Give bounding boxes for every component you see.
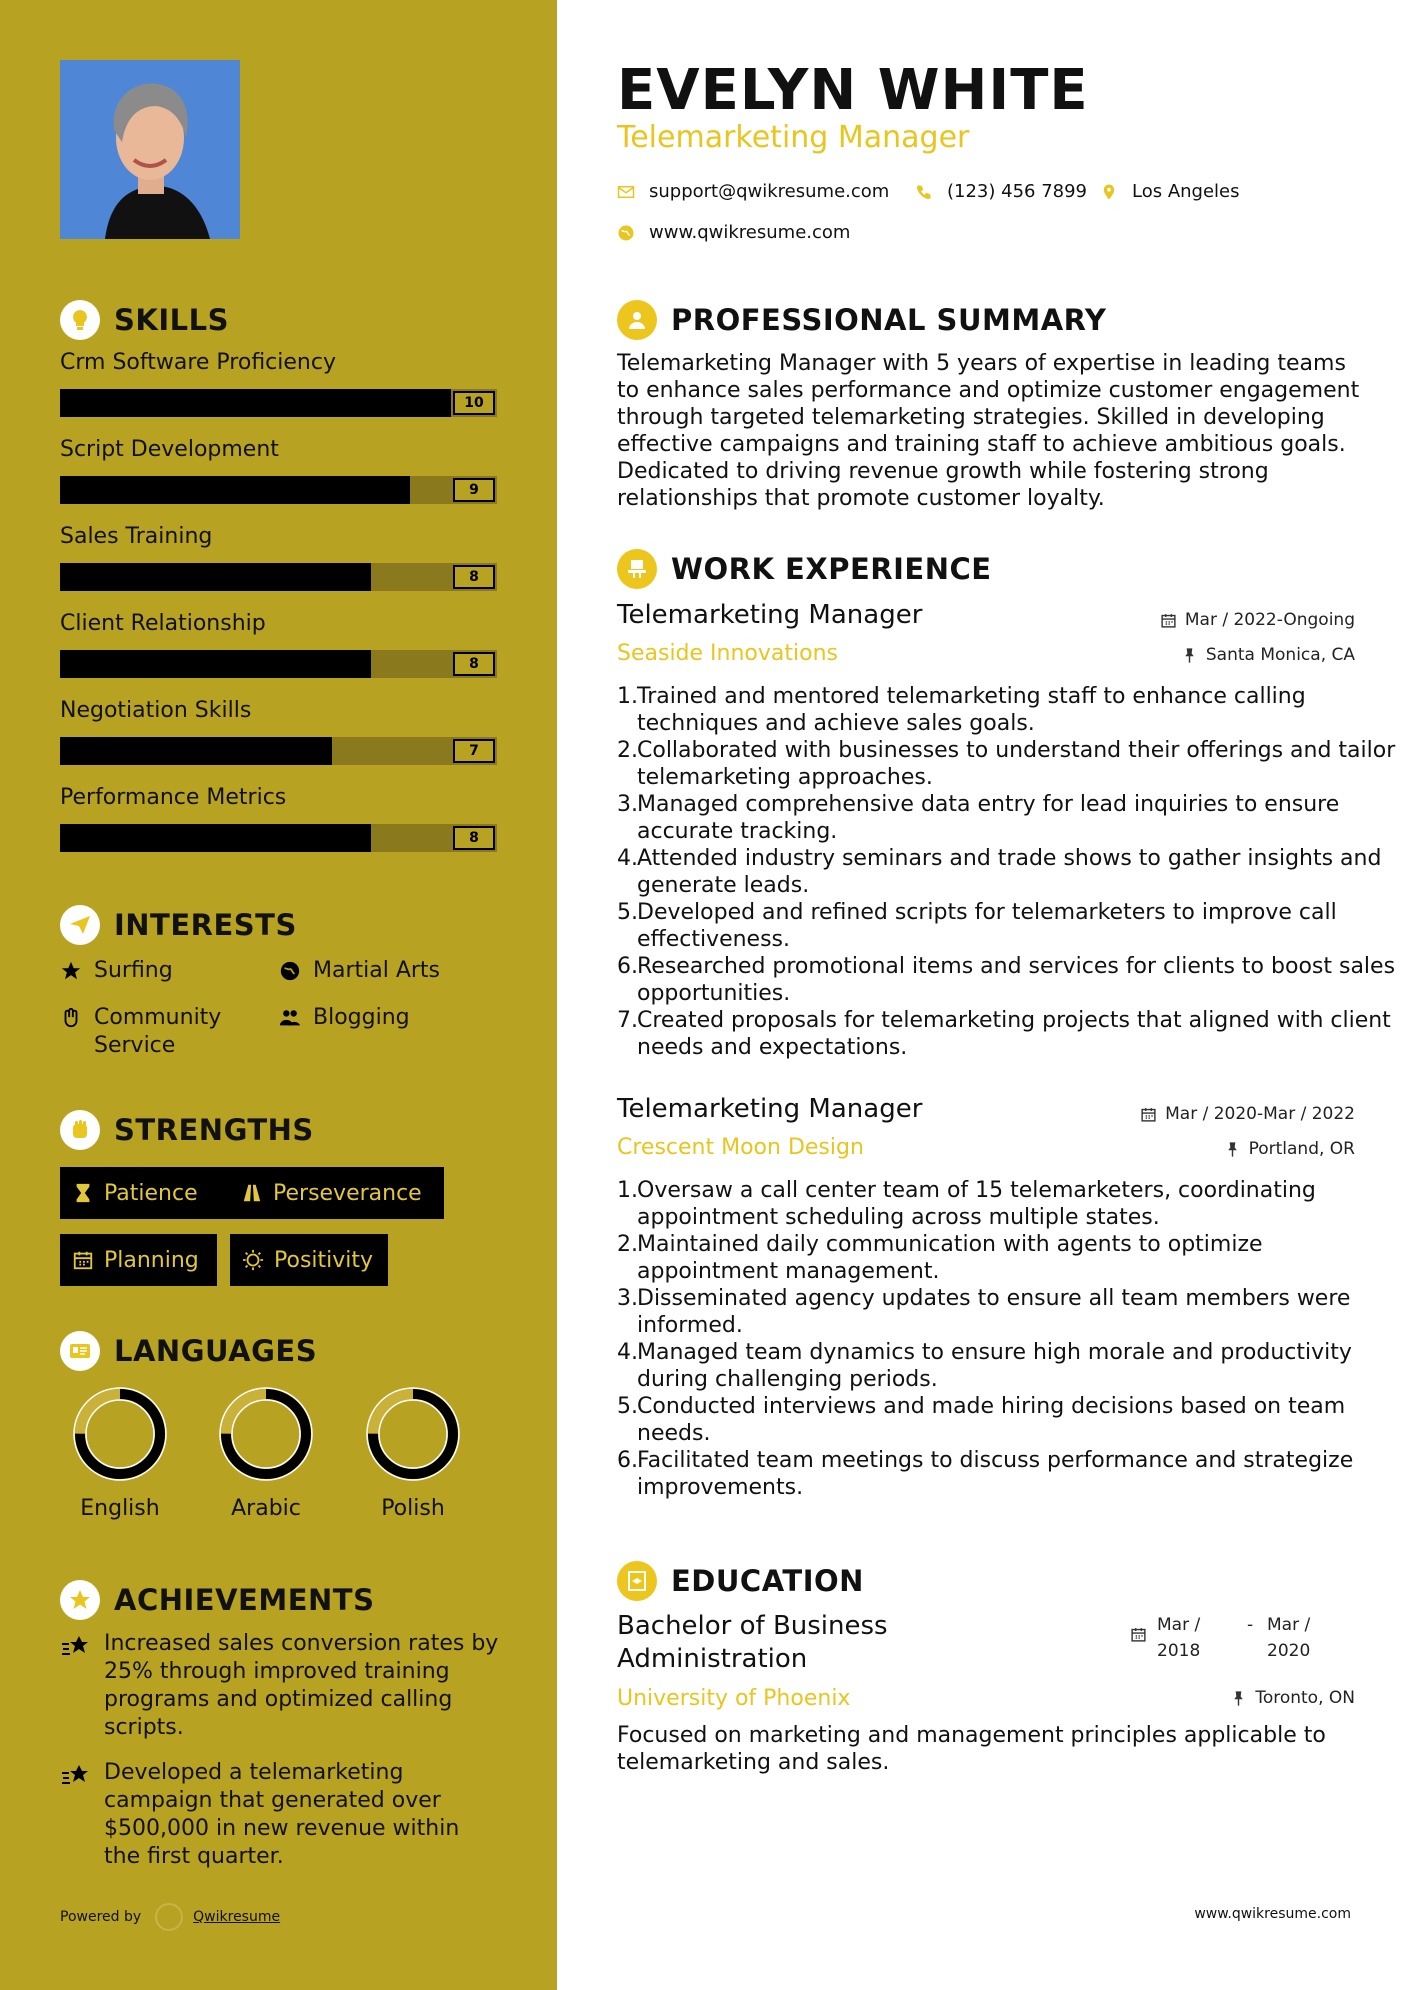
strengths-title: STRENGTHS [114,1113,314,1147]
summary-text: Telemarketing Manager with 5 years of expertise in leading teams to enhance sales performance and optimize customer engagement through targeted telemarketing strategies. Skilled in developing effective campaigns and training staff to achieve ambitious goals. Dedicated to driving revenue growth while fostering strong relationships that promote customer loyalty. [617,351,1360,511]
education-dates [1130,1612,1357,1664]
bullet-number: 4. [617,1340,638,1365]
achievement-item [60,1630,500,1742]
achievements-heading [60,1580,374,1620]
job-company: Seaside Innovations [617,641,838,666]
skill-name: Client Relationship [60,611,266,636]
skills-heading [60,300,229,340]
job-title: Telemarketing Manager [617,600,923,630]
star-icon [60,960,82,982]
strength-badge [229,1167,444,1219]
job-location-text: Santa Monica, CA [1205,645,1355,665]
interest-label: Community Service [94,1005,222,1058]
skill-level-badge: 8 [453,826,495,850]
skill-bar [60,563,497,591]
strength-label: Patience [104,1180,198,1206]
job-dates-text: Mar / 2020-Mar / 2022 [1165,1104,1355,1124]
job-dates-text: Mar / 2022-Ongoing [1184,610,1355,630]
job-bullet [617,845,1397,899]
education-end-month: Mar / [1267,1615,1311,1635]
bullet-text: Oversaw a call center team of 15 telemarketers, coordinating appointment scheduling across multiple states. [637,1178,1316,1230]
main-content [557,0,1407,1990]
experience-heading [617,549,992,589]
skill-bar [60,476,497,504]
paper-plane-icon [60,905,100,945]
job-bullet [617,1231,1397,1285]
job-bullet [617,1447,1397,1501]
sun-icon [242,1249,264,1271]
education-title: EDUCATION [671,1564,864,1598]
job-bullet [617,899,1397,953]
strengths-heading [60,1110,314,1150]
contact-email[interactable] [617,181,889,202]
calendar-icon [1130,1626,1147,1643]
languages-heading [60,1331,317,1371]
language-ring-outline [220,1388,312,1480]
job-bullet [617,737,1397,791]
job-bullets [617,683,1397,1061]
bullet-text: Disseminated agency updates to ensure all team members were informed. [637,1286,1351,1338]
skill-bar [60,737,497,765]
powered-by-label: Powered by [60,1909,142,1925]
bullet-text: Attended industry seminars and trade shows to gather insights and generate leads. [637,846,1382,898]
achievement-text: Developed a telemarketing campaign that generated over $500,000 in new revenue within the first quarter. [104,1760,460,1869]
shooting-star-icon [60,1761,90,1791]
pushpin-icon [1224,1141,1241,1158]
strength-label: Perseverance [273,1180,422,1206]
interest-item [60,957,173,985]
bullet-number: 1. [617,684,638,709]
map-pin-icon [1100,183,1118,201]
bullet-text: Developed and refined scripts for telemarketers to improve call effectiveness. [637,900,1337,952]
language-name: English [80,1496,160,1521]
fist-icon [60,1110,100,1150]
summary-heading [617,300,1106,340]
pushpin-icon [1181,647,1198,664]
skill-bar-fill [60,563,371,591]
contact-location [1100,181,1240,202]
education-degree: Bachelor of Business Administration [617,1611,888,1674]
bullet-number: 6. [617,1448,638,1473]
job-bullet [617,1177,1397,1231]
bullet-text: Created proposals for telemarketing projects that aligned with client needs and expectations. [637,1008,1391,1060]
language-item [55,1386,185,1521]
bullet-number: 1. [617,1178,638,1203]
pushpin-icon [1230,1690,1247,1707]
interest-item [279,957,440,985]
user-icon [617,300,657,340]
bullet-text: Facilitated team meetings to discuss performance and strategize improvements. [637,1448,1354,1500]
bullet-text: Trained and mentored telemarketing staff to enhance calling techniques and achieve sales goals. [637,684,1306,736]
calendar-icon [1160,612,1177,629]
bullet-number: 5. [617,1394,638,1419]
skill-level-badge: 9 [453,478,495,502]
strength-badge [230,1234,388,1286]
language-ring [218,1386,314,1482]
skill-bar-fill [60,737,332,765]
skill-bar [60,650,497,678]
language-ring-inner [232,1400,300,1468]
shooting-star-icon [60,1632,90,1662]
language-ring [365,1386,461,1482]
bullet-text: Maintained daily communication with agents to optimize appointment management. [637,1232,1263,1284]
bullet-number: 7. [617,1008,638,1033]
profile-photo [60,60,240,239]
globe-icon [617,224,635,242]
star-badge-icon [60,1580,100,1620]
skill-name: Performance Metrics [60,785,287,810]
language-name: Arabic [231,1496,301,1521]
job-bullet [617,953,1397,1007]
candidate-role: Telemarketing Manager [617,120,970,155]
interests-heading [60,905,297,945]
job-location [1224,1139,1355,1159]
location-text: Los Angeles [1132,181,1240,202]
education-start-month: Mar / [1157,1615,1201,1635]
bullet-number: 5. [617,900,638,925]
skill-bar [60,824,497,852]
summary-title: PROFESSIONAL SUMMARY [671,303,1107,337]
language-ring-outline [74,1388,166,1480]
skill-level-badge: 8 [453,652,495,676]
language-ring-inner [86,1400,154,1468]
skill-bar-fill [60,476,410,504]
language-item [201,1386,331,1521]
job-title: Telemarketing Manager [617,1094,923,1124]
bullet-number: 6. [617,954,638,979]
job-company: Crescent Moon Design [617,1135,864,1160]
envelope-icon [617,183,635,201]
id-card-icon [60,1331,100,1371]
skill-bar-fill [60,389,451,417]
skill-level-badge: 7 [453,739,495,763]
interest-label: Surfing [94,958,173,983]
skill-name: Sales Training [60,524,213,549]
bullet-text: Managed comprehensive data entry for lead inquiries to ensure accurate tracking. [637,792,1340,844]
globe-icon [279,960,301,982]
job-bullet [617,1339,1397,1393]
job-location [1181,645,1355,665]
phone-text: (123) 456 7899 [947,181,1088,202]
skill-bar-fill [60,824,371,852]
language-ring [72,1386,168,1482]
powered-by [60,1903,280,1931]
users-icon [279,1007,301,1029]
interest-item [279,1004,410,1032]
calendar-icon [1140,1106,1157,1123]
job-dates [1140,1104,1355,1124]
graduation-icon [617,1561,657,1601]
achievement-text: Increased sales conversion rates by 25% through improved training programs and optimized calling scripts. [104,1631,499,1740]
contact-phone[interactable] [915,181,1087,202]
strength-badge [60,1234,217,1286]
experience-title: WORK EXPERIENCE [671,552,992,586]
job-bullets [617,1177,1397,1501]
education-description: Focused on marketing and management principles applicable to telemarketing and sales. [617,1723,1326,1775]
language-ring-outline [367,1388,459,1480]
education-end [1267,1612,1357,1664]
footer-url[interactable]: www.qwikresume.com [1194,1906,1351,1922]
calendar-icon [72,1249,94,1271]
interest-label: Blogging [313,1005,410,1030]
interest-item [60,1004,260,1060]
job-bullet [617,1007,1397,1061]
job-bullet [617,1285,1397,1339]
bullet-text: Managed team dynamics to ensure high morale and productivity during challenging periods. [637,1340,1352,1392]
contact-website[interactable] [617,222,850,243]
education-start-year: 2018 [1157,1641,1201,1661]
bullet-number: 2. [617,738,638,763]
languages-title: LANGUAGES [114,1334,318,1368]
education-date-separator: - [1247,1615,1254,1635]
candidate-name: EVELYN WHITE [617,58,1089,123]
education-end-year: 2020 [1267,1641,1311,1661]
skills-title: SKILLS [114,303,229,337]
lightbulb-icon [60,300,100,340]
language-name: Polish [381,1496,445,1521]
skill-level-badge: 8 [453,565,495,589]
skill-bar [60,389,497,417]
bullet-number: 4. [617,846,638,871]
language-ring-inner [379,1400,447,1468]
skill-name: Negotiation Skills [60,698,252,723]
bullet-text: Conducted interviews and made hiring decisions based on team needs. [637,1394,1346,1446]
qwikresume-logo-icon [155,1903,183,1931]
bullet-number: 2. [617,1232,638,1257]
achievement-item [60,1759,500,1871]
job-bullet [617,791,1397,845]
brand-link[interactable]: Qwikresume [193,1909,281,1925]
email-text: support@qwikresume.com [649,181,890,202]
education-heading [617,1561,864,1601]
interest-label: Martial Arts [313,958,441,983]
skill-name: Script Development [60,437,279,462]
job-dates [1160,610,1355,630]
bullet-text: Researched promotional items and services for clients to boost sales opportunities. [637,954,1396,1006]
education-start [1157,1612,1247,1664]
sidebar [0,0,557,1990]
road-icon [241,1182,263,1204]
skill-bar-fill [60,650,371,678]
achievements-title: ACHIEVEMENTS [114,1583,375,1617]
job-bullet [617,683,1397,737]
language-item [348,1386,478,1521]
skill-name: Crm Software Proficiency [60,350,336,375]
website-text: www.qwikresume.com [649,222,851,243]
strength-label: Planning [104,1247,199,1273]
education-school: University of Phoenix [617,1686,851,1711]
phone-icon [915,183,933,201]
job-location-text: Portland, OR [1248,1139,1355,1159]
strength-badge [60,1167,230,1219]
strength-label: Positivity [274,1247,374,1273]
education-location-text: Toronto, ON [1255,1688,1355,1708]
hand-icon [60,1007,82,1029]
bullet-number: 3. [617,1286,638,1311]
education-location [1230,1688,1355,1708]
job-bullet [617,1393,1397,1447]
bullet-number: 3. [617,792,638,817]
interests-title: INTERESTS [114,908,297,942]
skill-level-badge: 10 [453,391,495,415]
desk-icon [617,549,657,589]
bullet-text: Collaborated with businesses to understand their offerings and tailor telemarketing approaches. [637,738,1396,790]
hourglass-icon [72,1182,94,1204]
